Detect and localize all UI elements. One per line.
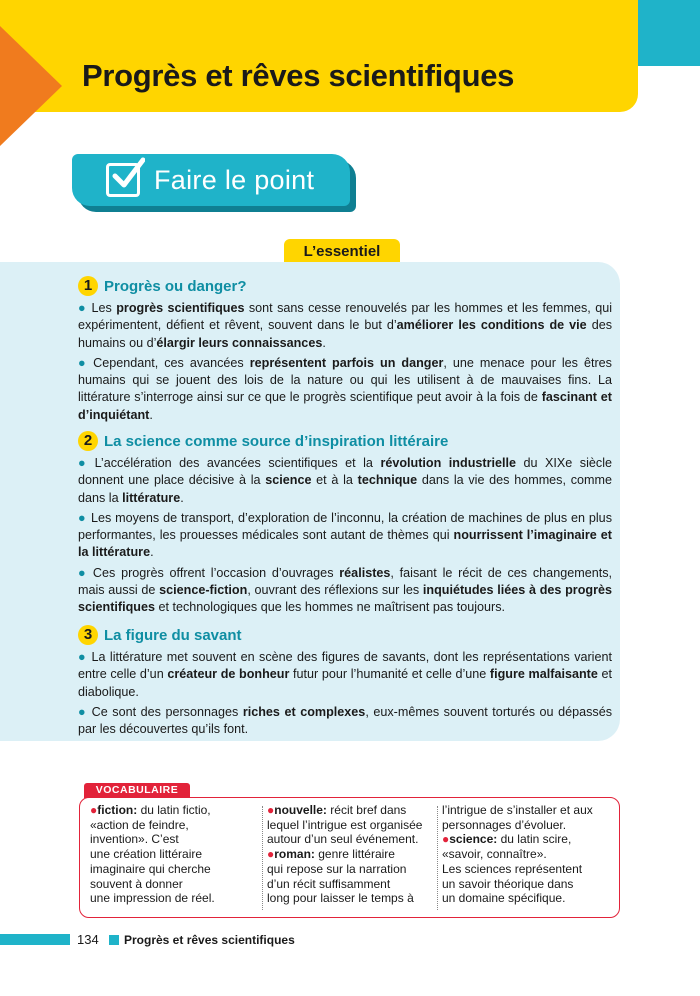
bold-text: révolution industrielle	[380, 456, 516, 470]
bold-text: riches et complexes	[242, 704, 366, 719]
text: .	[322, 335, 326, 350]
vocab-line: un savoir théorique dans	[442, 876, 574, 891]
vocab-line	[267, 847, 437, 862]
paragraph	[78, 300, 612, 352]
vocab-column-3	[442, 803, 618, 906]
text: et technologiques que les hommes ne maîtrisent pas toujours.	[154, 600, 506, 615]
footer-square-icon	[109, 935, 119, 945]
vocab-term: fiction:	[97, 803, 138, 817]
vocab-line: une création littéraire	[90, 847, 203, 862]
paragraph	[78, 565, 612, 617]
bold-text: réalistes	[339, 565, 391, 580]
text: , ouvrant des réflexions sur les	[247, 583, 423, 598]
vocab-line: qui repose sur la narration	[267, 861, 407, 876]
checkbox-icon	[106, 163, 140, 197]
section-number-badge: 3	[78, 625, 98, 645]
vocab-line	[442, 832, 618, 847]
vocab-divider	[262, 806, 263, 910]
section-number-badge: 1	[78, 276, 98, 296]
vocab-line: autour d’un seul événement.	[267, 832, 419, 847]
section-heading-text: La figure du savant	[104, 626, 242, 644]
section-heading	[78, 625, 612, 645]
paragraph	[78, 455, 612, 507]
text: et à la	[311, 473, 358, 488]
paragraph	[78, 649, 612, 701]
faire-le-point-banner	[72, 154, 350, 206]
text: , une menace pour les êtres humains qui se jouent des lois de la nature ou qui les utilisent à de mauvaises fins. La littérature s’interroge ainsi sur ce que le progrès scientifique peut avoir à la fois de	[78, 355, 612, 405]
section-heading-text: Progrès ou danger?	[104, 277, 247, 295]
essentiel-tab: L’essentiel	[284, 239, 400, 265]
bold-text: progrès scientifiques	[116, 301, 245, 315]
bold-text: créateur de bonheur	[167, 667, 290, 682]
text: La littérature met souvent en scène des figures de savants, dont les représentations varient entre celle d’un	[78, 650, 612, 682]
text: Cependant, ces avancées	[93, 355, 250, 370]
vocab-line: lequel l’intrigue est organisée	[267, 817, 423, 832]
bold-text: science	[265, 473, 312, 488]
bullet-icon: ●	[78, 704, 87, 719]
section-number-badge: 2	[78, 431, 98, 451]
footer-title: Progrès et rêves scientifiques	[124, 933, 295, 947]
text: .	[180, 490, 184, 505]
title-band	[0, 0, 638, 112]
vocab-column-2	[267, 803, 437, 906]
bold-text: science-fiction	[159, 583, 248, 598]
bold-text: figure malfaisante	[489, 667, 598, 682]
bullet-icon: ●	[78, 301, 87, 315]
vocab-column-1	[90, 803, 258, 906]
text: et diabolique.	[78, 667, 612, 699]
bold-text: nourrissent l’imaginaire et la littérature	[78, 528, 612, 560]
text: sont sans cesse renouvelés par les hommes et les femmes, qui expérimentent, défient et rêvent, souvent dans le but d’	[78, 301, 613, 333]
vocab-line: Les sciences représentent	[442, 861, 583, 876]
page-number: 134	[77, 932, 99, 947]
section-science-inspiration	[78, 431, 612, 620]
vocab-line: long pour laisser le temps à	[267, 891, 414, 906]
text: futur pour l’humanité et celle d’une	[289, 667, 490, 682]
vocab-definition: genre littéraire	[314, 847, 395, 862]
bold-text: fascinant et d’inquiétant	[78, 390, 612, 422]
vocab-divider	[437, 806, 438, 910]
text: L’accélération des avancées scientifiques et la	[94, 456, 381, 470]
vocab-bullet-icon: ●	[267, 847, 275, 862]
vocab-term: nouvelle:	[274, 803, 327, 817]
text: Les	[91, 301, 117, 315]
vocab-bullet-icon: ●	[90, 803, 98, 817]
vocab-bullet-icon: ●	[267, 803, 275, 817]
text: du XIXe siècle donnent une place décisive à la	[78, 456, 612, 488]
text: dans la vie des hommes, comme dans la	[78, 473, 612, 505]
bullet-icon: ●	[78, 355, 89, 370]
section-heading	[78, 276, 612, 296]
bullet-icon: ●	[78, 456, 90, 470]
bold-text: littérature	[122, 490, 181, 505]
vocab-term: roman:	[274, 847, 315, 862]
vocab-line: «savoir, connaître».	[442, 847, 547, 862]
checkmark-icon	[111, 156, 145, 190]
bold-text: inquiétudes liées à des progrès scientifiques	[78, 583, 612, 615]
orange-arrow-decoration	[0, 26, 62, 146]
vocab-definition: du latin fictio,	[137, 803, 211, 817]
section-heading	[78, 431, 612, 451]
text: .	[149, 407, 153, 422]
paragraph	[78, 510, 612, 562]
vocab-line: d’un récit suffisamment	[267, 876, 391, 891]
vocabulary-tab: VOCABULAIRE	[84, 783, 190, 798]
bullet-icon: ●	[78, 650, 87, 664]
text: Ce sont des personnages	[91, 704, 243, 719]
vocab-line: personnages d’évoluer.	[442, 817, 567, 832]
vocab-line: invention». C’est	[90, 832, 179, 847]
bold-text: représentent parfois un danger	[249, 355, 444, 370]
section-progres	[78, 276, 612, 427]
vocab-line: imaginaire qui cherche	[90, 861, 211, 876]
bold-text: améliorer les conditions de vie	[396, 318, 587, 333]
paragraph	[78, 355, 612, 424]
vocab-line: un domaine spécifique.	[442, 891, 566, 906]
page-title: Progrès et rêves scientifiques	[82, 58, 515, 93]
vocab-line: une impression de réel.	[90, 891, 215, 906]
vocab-line	[90, 803, 258, 818]
text: Ces progrès offrent l’occasion d’ouvrages	[92, 565, 340, 580]
vocab-line: «action de feindre,	[90, 817, 189, 832]
footer-bar	[0, 934, 70, 945]
corner-decoration	[638, 0, 700, 66]
banner-label: Faire le point	[154, 164, 315, 195]
section-figure-savant	[78, 625, 612, 741]
vocab-line: souvent à donner	[90, 876, 183, 891]
vocab-definition: récit bref dans	[326, 803, 407, 817]
text: des humains ou d’	[78, 318, 613, 350]
bullet-icon: ●	[78, 565, 88, 580]
text: , eux-mêmes souvent torturés ou dépassés par les découvertes qu’ils font.	[78, 704, 612, 737]
bold-text: technique	[357, 473, 418, 488]
text: , faisant le récit de ces changements, mais aussi de	[78, 565, 612, 598]
bold-text: élargir leurs connaissances	[156, 335, 323, 350]
bullet-icon: ●	[78, 510, 86, 525]
text: Les moyens de transport, d’exploration de l’inconnu, la création de machines de plus en plus performantes, les prouesses médicales sont autant de thèmes qui	[78, 510, 612, 543]
vocab-definition: du latin scire,	[497, 832, 572, 847]
section-heading-text: La science comme source d’inspiration littéraire	[104, 432, 449, 450]
vocab-line	[267, 803, 437, 818]
text: .	[150, 545, 154, 560]
vocab-term: science:	[449, 832, 498, 847]
paragraph	[78, 704, 612, 739]
vocab-line: l’intrigue de s’installer et aux	[442, 803, 593, 817]
vocab-bullet-icon: ●	[442, 832, 450, 847]
